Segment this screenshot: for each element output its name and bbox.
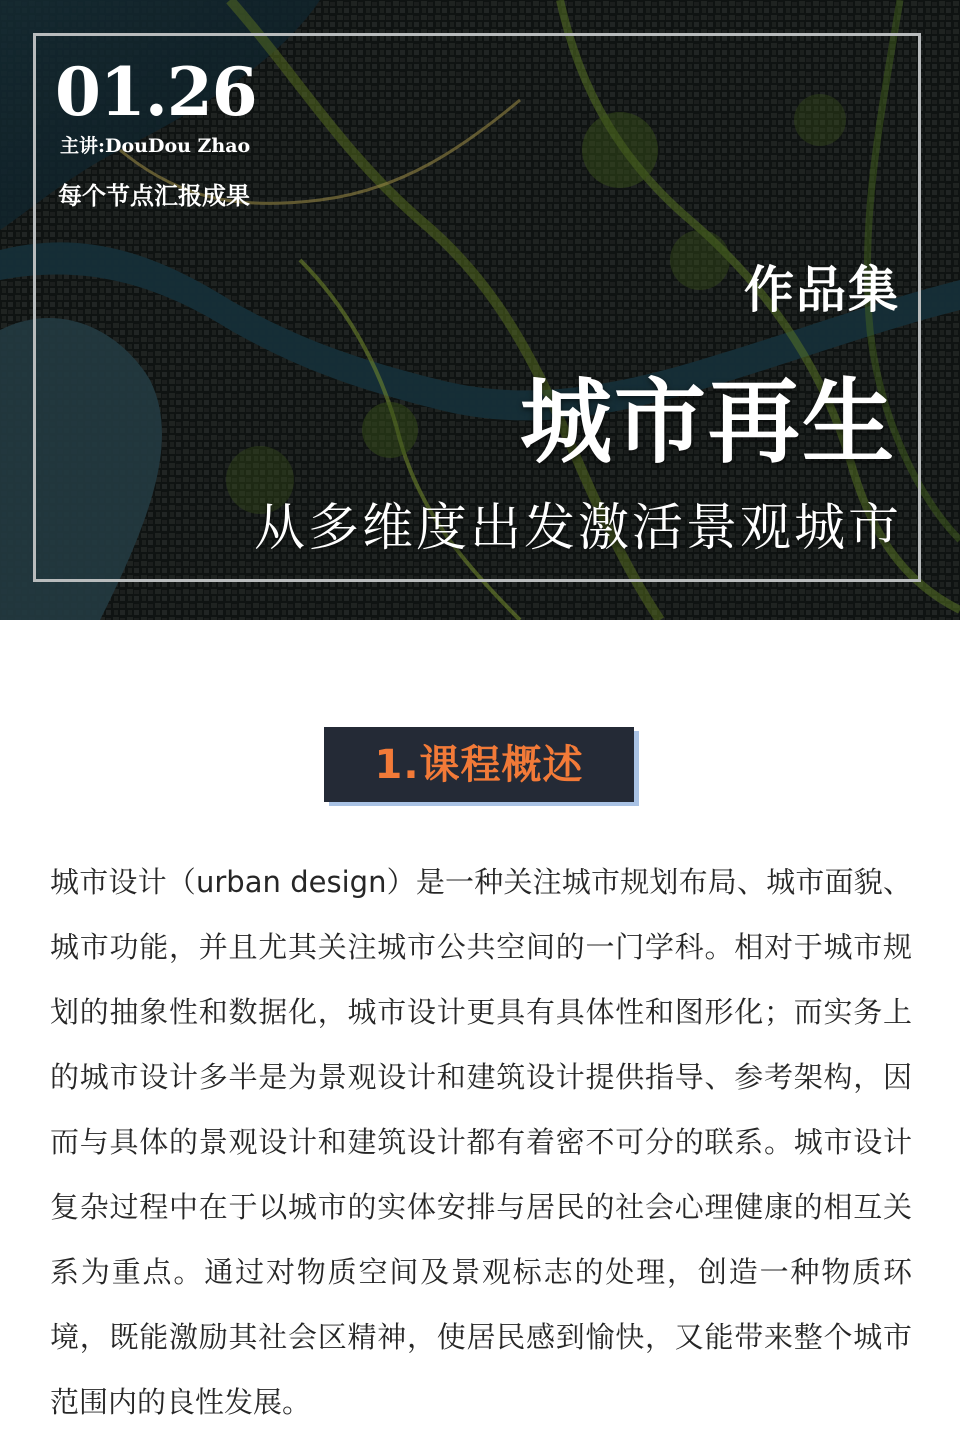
- lecture-date: 01.26: [55, 53, 257, 131]
- hero-title: 城市再生: [519, 369, 896, 476]
- hero-subtitle: 从多维度出发激活景观城市: [253, 499, 902, 558]
- section-heading-box: [324, 727, 634, 802]
- hero-banner: [0, 0, 960, 620]
- course-overview-paragraph: 城市设计（urban design）是一种关注城市规划布局、城市面貌、城市功能，并且尤其关注城市公共空间的一门学科。相对于城市规划的抽象性和数据化，城市设计更具有具体性和图形化；而实务上的城市设计多半是为景观设计和建筑设计提供指导、参考架构，因而与具体的景观设计和建筑设计都有着密不可分的联系。城市设计复杂过程中在于以城市的实体安排与居民的社会心理健康的相互关系为重点。通过对物质空间及景观标志的处理，创造一种物质环境，既能激励其社会区精神，使居民感到愉快，又能带来整个城市范围内的良性发展。: [50, 865, 912, 1419]
- hero-tagline: 每个节点汇报成果: [58, 181, 250, 210]
- portfolio-label: 作品集: [744, 261, 900, 319]
- section-heading: 1.课程概述: [374, 741, 584, 788]
- speaker-label: 主讲:DouDou Zhao: [60, 135, 251, 157]
